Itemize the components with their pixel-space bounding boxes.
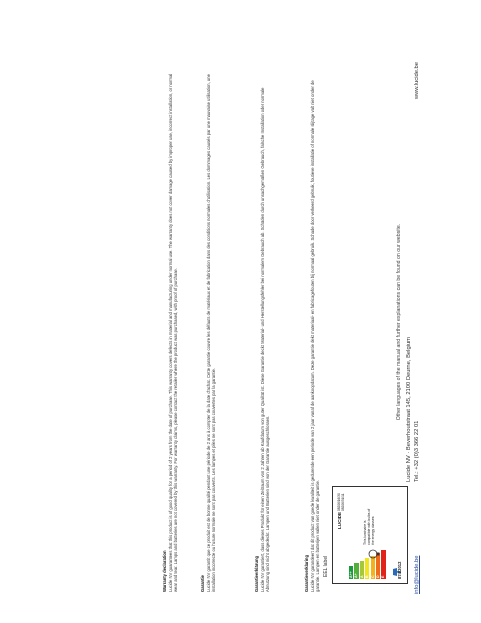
warranty-section-nl [304,72,323,592]
energy-class-bar: C [371,556,375,579]
energy-class-bar: D [376,553,380,579]
contact-row [414,62,420,482]
section-heading: Garantie [200,575,205,592]
energy-class-bar: B [365,558,369,579]
model-number: 08206/31/11 [341,493,345,511]
energy-class-bar: A [360,561,364,579]
telephone: Tel.: +32 (0)3 366 22 01 [414,420,420,482]
warranty-section-en [162,72,181,592]
energy-class-bar: A++ [349,566,353,579]
warranty-section-fr [200,72,219,592]
website-link[interactable]: www.lucide.be [414,62,420,100]
company-address: Lucide NV · Beverhoutstraat 145, 2100 Deurne, Belgium [406,336,412,482]
section-heading: Garantieverklaring [304,554,309,592]
rotated-document-page [22,42,422,602]
section-heading: Garantieerklärung [254,555,259,592]
footer-note: Other languages of the manual and further explanations can be found on our website. [396,223,402,421]
section-body: Lucide NV guarantees that this product is of good quality for a period of 2 years from the date of purchase. This warranty covers defects in material and manufacturing under normal use. The warranty does not cover damage caused by improper use, incorrect installation, or normal wear and tear. Lamps and batteries are not covered by this warranty. For warranty claims, please contact the retailer where the product was purchased, with proof of purchase. [167,73,179,592]
section-heading: Warranty declaration [162,550,167,592]
section-body: Lucide NV garantit que ce produit est de bonne qualité pendant une période de 2 ans à compter de la date d'achat. Cette garantie couvre les défauts de matériaux et de fabrication dans des conditions normales d'utilisation. Les dommages causés par une mauvaise utilisation, une installation incorrecte ou l'usure normale ne sont pas couverts. Les lampes et piles ne sont pas couvertes par la garantie. [205,74,217,592]
energy-label-tag: EEL label [323,555,329,577]
energy-class-bar: E [381,550,385,579]
energy-class-bar: A+ [354,563,358,579]
section-body: Lucide NV garandeert dat dit product van goede kwaliteit is gedurende een periode van 2 jaar vanaf de aankoopdatum. Deze garantie dekt materiaal- en fabricagefouten bij normaal gebruik. Schade door verkeerd gebruik, foutieve installatie of normale slijtage valt niet onder de garantie. Lampen en batterijen vallen niet onder de garantie. [309,80,321,592]
section-body: Lucide NV garantiert, dass dieses Produkt für einen Zeitraum von 2 Jahren ab Kaufdatum von guter Qualität ist. Diese Garantie deckt Material- und Herstellungsfehler bei normalem Gebrauch ab. Schäden durch unsachgemäßen Gebrauch, falsche Installation oder normale Abnutzung sind nicht abgedeckt. Lampen und Batterien sind von der Garantie ausgeschlossen. [259,87,271,592]
bulb-icon [367,547,381,561]
compatibility-text: This luminaire is compatible with bulbs of the energy classes: [363,508,376,545]
email-link[interactable]: info@lucide.be [414,555,420,594]
brand-name: LUCIDE [337,511,342,529]
regulation-number: 874/2012 [397,561,402,579]
model-number: 08206/16/30 [337,493,341,511]
warranty-section-de [254,72,273,592]
